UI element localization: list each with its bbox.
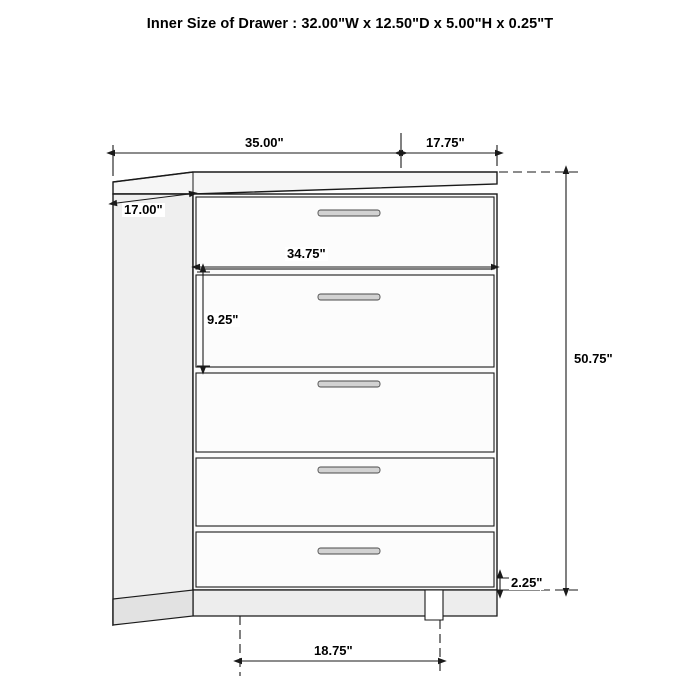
dim-label-leg-height: 2.25"	[511, 575, 543, 590]
drawer-front-1	[196, 197, 494, 269]
dim-label-drawer-height: 9.25"	[207, 312, 239, 327]
drawer-front-5	[196, 532, 494, 587]
chest-rear-leg	[425, 590, 443, 620]
drawer-handle-1	[318, 210, 380, 216]
page-title: Inner Size of Drawer : 32.00"W x 12.50"D x 5.00"H x 0.25"T	[146, 16, 554, 32]
dim-label-drawer-width: 34.75"	[287, 246, 326, 261]
dim-label-top-width: 35.00"	[245, 135, 284, 150]
chest-illustration	[113, 172, 497, 625]
drawer-handle-5	[318, 548, 380, 554]
dim-label-base-width: 18.75"	[314, 643, 353, 658]
drawer-front-3	[196, 373, 494, 452]
chest-left-side-panel	[113, 194, 193, 625]
drawer-handle-3	[318, 381, 380, 387]
dim-label-top-depth: 17.75"	[426, 135, 465, 150]
chest-base-plinth	[193, 590, 497, 616]
drawer-front-2	[196, 275, 494, 367]
dim-label-overall-height: 50.75"	[574, 351, 613, 366]
drawer-front-4	[196, 458, 494, 526]
drawer-handle-2	[318, 294, 380, 300]
drawer-handle-4	[318, 467, 380, 473]
dim-label-side-depth: 17.00"	[124, 202, 163, 217]
